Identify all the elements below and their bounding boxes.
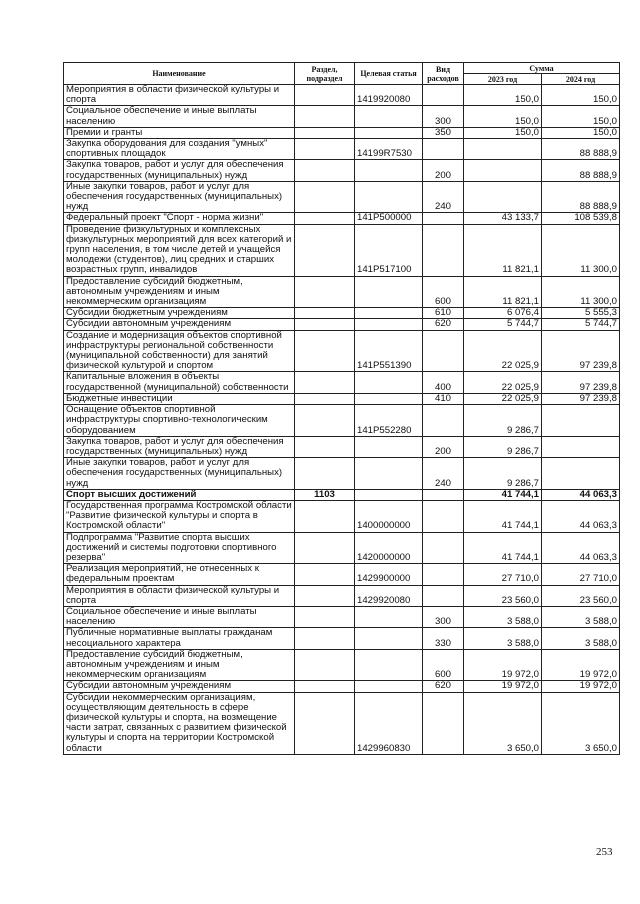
row-2024-cell: 3 650,0	[542, 692, 620, 754]
row-stat-cell	[355, 160, 423, 181]
row-razdel-cell	[295, 308, 355, 319]
row-name-cell: Субсидии автономным учреждениям	[64, 319, 295, 330]
row-vid-cell: 300	[423, 606, 464, 627]
table-row	[64, 127, 620, 138]
row-razdel-cell: 1103	[295, 489, 355, 500]
table-row	[64, 276, 620, 308]
row-2023-cell: 150,0	[464, 106, 542, 127]
table-row	[64, 489, 620, 500]
row-name-cell: Мероприятия в области физической культуры и спорта	[64, 85, 295, 106]
row-2024-cell: 11 300,0	[542, 224, 620, 276]
row-name-cell: Федеральный проект "Спорт - норма жизни"	[64, 213, 295, 224]
table-row	[64, 393, 620, 404]
table-row	[64, 160, 620, 181]
page-number: 253	[596, 846, 613, 858]
row-stat-cell: 1420000000	[355, 532, 423, 564]
row-2023-cell: 23 560,0	[464, 585, 542, 606]
row-razdel-cell	[295, 681, 355, 692]
row-vid-cell: 330	[423, 628, 464, 649]
row-vid-cell: 200	[423, 160, 464, 181]
row-2024-cell: 97 239,8	[542, 372, 620, 393]
row-name-cell: Спорт высших достижений	[64, 489, 295, 500]
row-razdel-cell	[295, 405, 355, 437]
table-row	[64, 139, 620, 160]
row-2024-cell: 5 555,3	[542, 308, 620, 319]
row-razdel-cell	[295, 330, 355, 372]
row-2023-cell: 19 972,0	[464, 681, 542, 692]
row-2023-cell: 9 286,7	[464, 458, 542, 490]
table-row	[64, 213, 620, 224]
row-stat-cell: 1400000000	[355, 500, 423, 532]
row-stat-cell: 1419920080	[355, 85, 423, 106]
row-stat-cell	[355, 308, 423, 319]
header-name: Наименование	[64, 63, 295, 85]
table-row	[64, 85, 620, 106]
row-stat-cell	[355, 649, 423, 681]
row-stat-cell	[355, 181, 423, 213]
row-stat-cell: 1429920080	[355, 585, 423, 606]
row-vid-cell	[423, 224, 464, 276]
table-row	[64, 628, 620, 649]
row-2024-cell: 19 972,0	[542, 649, 620, 681]
row-stat-cell: 141P552280	[355, 405, 423, 437]
row-2023-cell: 6 076,4	[464, 308, 542, 319]
table-row	[64, 319, 620, 330]
row-name-cell: Иные закупки товаров, работ и услуг для обеспечения государственных (муниципальных) нужд	[64, 458, 295, 490]
row-name-cell: Создание и модернизация объектов спортивной инфраструктуры региональной собственности (муниципальной собственности) для занятий физической культурой и спортом	[64, 330, 295, 372]
row-stat-cell: 141P500000	[355, 213, 423, 224]
row-razdel-cell	[295, 436, 355, 457]
row-vid-cell: 240	[423, 181, 464, 213]
row-stat-cell	[355, 436, 423, 457]
row-2023-cell: 150,0	[464, 85, 542, 106]
row-2024-cell: 88 888,9	[542, 139, 620, 160]
row-2024-cell: 97 239,8	[542, 393, 620, 404]
table-row	[64, 308, 620, 319]
row-vid-cell	[423, 139, 464, 160]
row-2024-cell: 88 888,9	[542, 181, 620, 213]
budget-table	[63, 62, 620, 755]
row-2024-cell	[542, 458, 620, 490]
row-razdel-cell	[295, 181, 355, 213]
row-vid-cell	[423, 532, 464, 564]
row-name-cell: Подпрограмма "Развитие спорта высших достижений и системы подготовки спортивного резерва"	[64, 532, 295, 564]
row-vid-cell: 620	[423, 319, 464, 330]
row-vid-cell: 600	[423, 276, 464, 308]
table-row	[64, 532, 620, 564]
row-stat-cell	[355, 319, 423, 330]
row-2024-cell: 88 888,9	[542, 160, 620, 181]
row-stat-cell	[355, 681, 423, 692]
row-razdel-cell	[295, 393, 355, 404]
row-name-cell: Проведение физкультурных и комплексных физкультурных мероприятий для всех категорий и групп населения, в том числе детей и учащейся молодежи (студентов), лиц средних и старших возрастных групп, инвалидов	[64, 224, 295, 276]
header-razdel: Раздел, подраздел	[295, 63, 355, 85]
table-row	[64, 224, 620, 276]
row-razdel-cell	[295, 628, 355, 649]
row-name-cell: Премии и гранты	[64, 127, 295, 138]
header-year-2023: 2023 год	[464, 74, 542, 85]
row-stat-cell: 141P551390	[355, 330, 423, 372]
table-row	[64, 458, 620, 490]
row-2023-cell: 22 025,9	[464, 330, 542, 372]
row-razdel-cell	[295, 532, 355, 564]
row-name-cell: Закупка товаров, работ и услуг для обеспечения государственных (муниципальных) нужд	[64, 436, 295, 457]
row-vid-cell	[423, 585, 464, 606]
row-vid-cell	[423, 213, 464, 224]
row-stat-cell	[355, 372, 423, 393]
table-row	[64, 181, 620, 213]
row-2024-cell	[542, 405, 620, 437]
header-vid: Вид расходов	[423, 63, 464, 85]
row-vid-cell: 400	[423, 372, 464, 393]
row-2024-cell: 150,0	[542, 106, 620, 127]
row-2023-cell	[464, 160, 542, 181]
row-2023-cell: 22 025,9	[464, 393, 542, 404]
row-2024-cell: 97 239,8	[542, 330, 620, 372]
row-name-cell: Субсидии автономным учреждениям	[64, 681, 295, 692]
row-vid-cell: 300	[423, 106, 464, 127]
row-stat-cell	[355, 489, 423, 500]
row-name-cell: Социальное обеспечение и иные выплаты населению	[64, 106, 295, 127]
table-row	[64, 405, 620, 437]
row-name-cell: Мероприятия в области физической культуры и спорта	[64, 585, 295, 606]
table-row	[64, 606, 620, 627]
row-vid-cell	[423, 85, 464, 106]
header-stat: Целевая статья	[355, 63, 423, 85]
row-2024-cell: 3 588,0	[542, 606, 620, 627]
row-2023-cell: 3 588,0	[464, 628, 542, 649]
row-2024-cell: 108 539,8	[542, 213, 620, 224]
row-2023-cell: 9 286,7	[464, 405, 542, 437]
table-row	[64, 649, 620, 681]
row-2024-cell: 44 063,3	[542, 489, 620, 500]
row-name-cell: Социальное обеспечение и иные выплаты населению	[64, 606, 295, 627]
table-row	[64, 681, 620, 692]
row-2024-cell: 44 063,3	[542, 500, 620, 532]
row-razdel-cell	[295, 564, 355, 585]
row-stat-cell: 1429900000	[355, 564, 423, 585]
row-vid-cell	[423, 692, 464, 754]
row-razdel-cell	[295, 372, 355, 393]
row-vid-cell	[423, 330, 464, 372]
row-razdel-cell	[295, 276, 355, 308]
row-name-cell: Предоставление субсидий бюджетным, автономным учреждениям и иным некоммерческим организациям	[64, 276, 295, 308]
row-stat-cell	[355, 393, 423, 404]
row-2024-cell: 5 744,7	[542, 319, 620, 330]
row-2023-cell: 3 588,0	[464, 606, 542, 627]
row-name-cell: Предоставление субсидий бюджетным, автономным учреждениям и иным некоммерческим организациям	[64, 649, 295, 681]
row-razdel-cell	[295, 692, 355, 754]
row-stat-cell	[355, 106, 423, 127]
row-razdel-cell	[295, 649, 355, 681]
row-2024-cell: 27 710,0	[542, 564, 620, 585]
table-body	[64, 85, 620, 755]
row-name-cell: Закупка товаров, работ и услуг для обеспечения государственных (муниципальных) нужд	[64, 160, 295, 181]
row-2023-cell: 27 710,0	[464, 564, 542, 585]
table-header	[64, 63, 620, 85]
row-vid-cell: 410	[423, 393, 464, 404]
row-stat-cell: 14199R7530	[355, 139, 423, 160]
row-vid-cell	[423, 405, 464, 437]
row-razdel-cell	[295, 585, 355, 606]
row-2023-cell: 11 821,1	[464, 224, 542, 276]
row-name-cell: Реализация мероприятий, не отнесенных к федеральным проектам	[64, 564, 295, 585]
row-2023-cell: 43 133,7	[464, 213, 542, 224]
row-stat-cell: 141P517100	[355, 224, 423, 276]
row-razdel-cell	[295, 500, 355, 532]
row-stat-cell	[355, 606, 423, 627]
row-2024-cell: 11 300,0	[542, 276, 620, 308]
row-2023-cell: 41 744,1	[464, 489, 542, 500]
row-name-cell: Оснащение объектов спортивной инфраструктуры спортивно-технологическим оборудованием	[64, 405, 295, 437]
row-2024-cell: 150,0	[542, 85, 620, 106]
row-2023-cell: 150,0	[464, 127, 542, 138]
row-2024-cell: 44 063,3	[542, 532, 620, 564]
row-vid-cell	[423, 489, 464, 500]
row-vid-cell: 350	[423, 127, 464, 138]
row-2023-cell: 19 972,0	[464, 649, 542, 681]
row-2023-cell: 11 821,1	[464, 276, 542, 308]
table-row	[64, 436, 620, 457]
row-razdel-cell	[295, 106, 355, 127]
row-razdel-cell	[295, 160, 355, 181]
table-row	[64, 330, 620, 372]
row-2023-cell: 22 025,9	[464, 372, 542, 393]
row-2024-cell: 150,0	[542, 127, 620, 138]
row-stat-cell: 1429960830	[355, 692, 423, 754]
row-2024-cell: 19 972,0	[542, 681, 620, 692]
row-vid-cell	[423, 564, 464, 585]
row-name-cell: Закупка оборудования для создания "умных" спортивных площадок	[64, 139, 295, 160]
table-row	[64, 585, 620, 606]
row-2023-cell: 41 744,1	[464, 500, 542, 532]
row-name-cell: Публичные нормативные выплаты гражданам несоциального характера	[64, 628, 295, 649]
row-razdel-cell	[295, 85, 355, 106]
row-razdel-cell	[295, 213, 355, 224]
row-stat-cell	[355, 458, 423, 490]
row-razdel-cell	[295, 458, 355, 490]
table-row	[64, 372, 620, 393]
row-2023-cell: 41 744,1	[464, 532, 542, 564]
row-vid-cell: 240	[423, 458, 464, 490]
row-name-cell: Субсидии некоммерческим организациям, осуществляющим деятельность в сфере физической культуры и спорта, на возмещение части затрат, связанных с развитием физической культуры и спорта на территории Костромской области	[64, 692, 295, 754]
row-razdel-cell	[295, 606, 355, 627]
row-2023-cell: 9 286,7	[464, 436, 542, 457]
row-name-cell: Государственная программа Костромской области "Развитие физической культуры и спорта в Костромской области"	[64, 500, 295, 532]
row-2023-cell	[464, 181, 542, 213]
row-stat-cell	[355, 276, 423, 308]
row-name-cell: Бюджетные инвестиции	[64, 393, 295, 404]
row-2024-cell: 3 588,0	[542, 628, 620, 649]
row-vid-cell: 610	[423, 308, 464, 319]
row-vid-cell	[423, 500, 464, 532]
header-year-2024: 2024 год	[542, 74, 620, 85]
row-razdel-cell	[295, 139, 355, 160]
row-2024-cell: 23 560,0	[542, 585, 620, 606]
table-row	[64, 692, 620, 754]
row-2023-cell: 3 650,0	[464, 692, 542, 754]
row-stat-cell	[355, 628, 423, 649]
row-razdel-cell	[295, 127, 355, 138]
row-vid-cell: 620	[423, 681, 464, 692]
row-vid-cell: 600	[423, 649, 464, 681]
row-vid-cell: 200	[423, 436, 464, 457]
row-2023-cell	[464, 139, 542, 160]
row-razdel-cell	[295, 319, 355, 330]
row-name-cell: Субсидии бюджетным учреждениям	[64, 308, 295, 319]
row-name-cell: Капитальные вложения в объекты государственной (муниципальной) собственности	[64, 372, 295, 393]
header-summa: Сумма	[464, 63, 620, 74]
table-row	[64, 500, 620, 532]
row-stat-cell	[355, 127, 423, 138]
row-2024-cell	[542, 436, 620, 457]
row-name-cell: Иные закупки товаров, работ и услуг для обеспечения государственных (муниципальных) нужд	[64, 181, 295, 213]
table-row	[64, 564, 620, 585]
table-row	[64, 106, 620, 127]
row-razdel-cell	[295, 224, 355, 276]
row-2023-cell: 5 744,7	[464, 319, 542, 330]
